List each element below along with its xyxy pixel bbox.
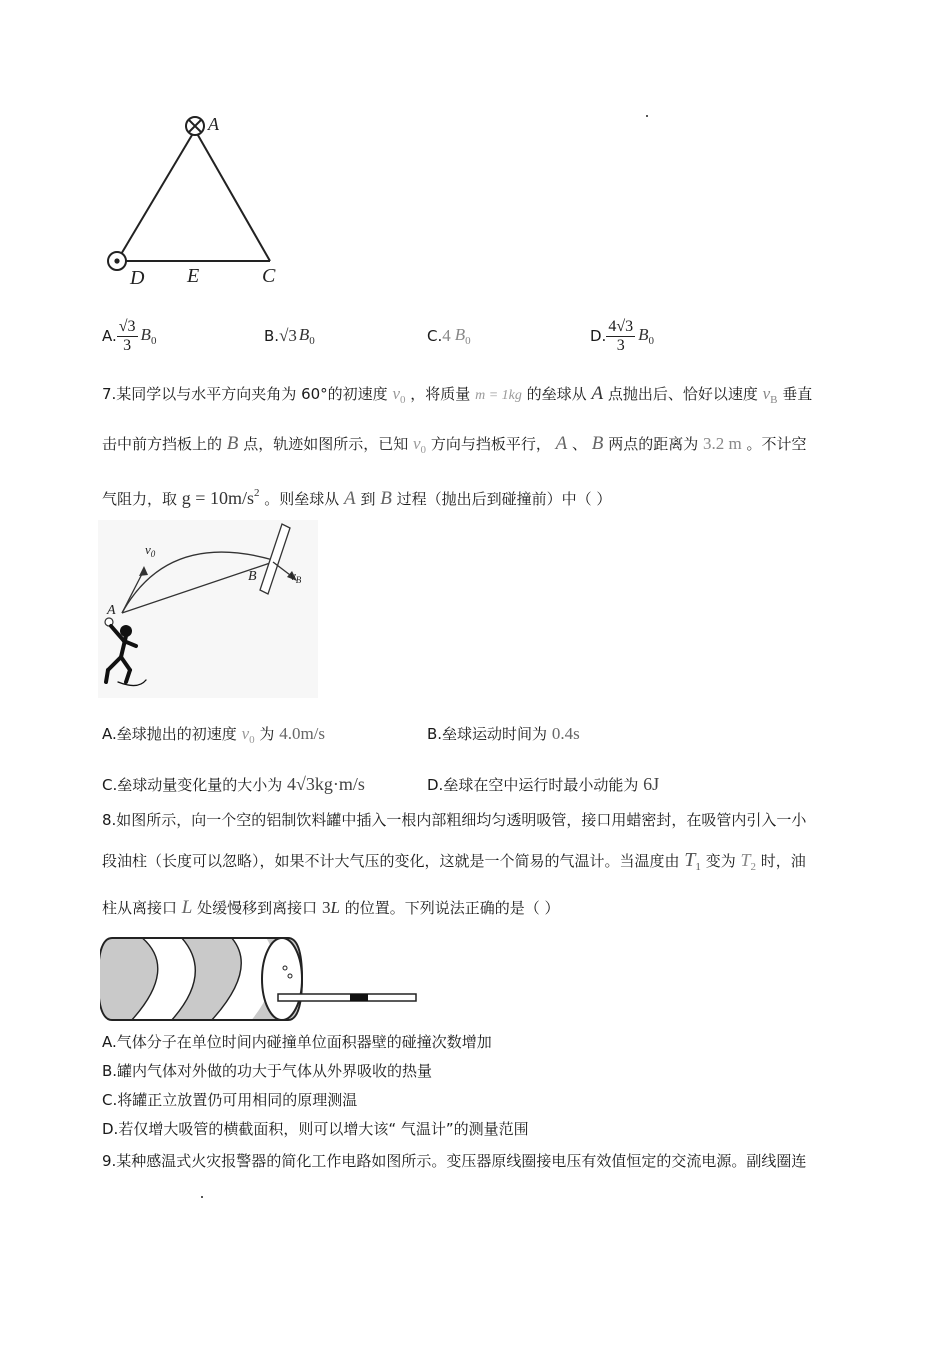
text: 时，油 [760, 852, 806, 870]
option-value: 4.0m/s [279, 724, 325, 743]
text: 的垒球从 [526, 385, 587, 403]
text: 段油柱（长度可以忽略），如果不计大气压的变化，这就是一个简易的气温计。当温度由 [102, 852, 680, 870]
q8-stem-line-3 [102, 898, 559, 918]
fraction-numerator: 4√3 [608, 317, 634, 335]
straw [278, 994, 416, 1001]
subscript: 0 [400, 394, 406, 406]
triangle-side-ac [195, 130, 270, 261]
mass-value: m = 1kg [475, 388, 522, 403]
text: 点抛出后、恰好以速度 [607, 385, 758, 403]
q8-option-a: A.气体分子在单位时间内碰撞单位面积器壁的碰撞次数增加 [102, 1033, 492, 1051]
q8-option-c: C.将罐正立放置仍可用相同的原理测温 [102, 1091, 358, 1109]
symbol-v: v [762, 384, 771, 403]
text: 8.如图所示，向一个空的铝制饮料罐中插入一根内部粗细均匀透明吸管，接口用蜡密封，在吸管内引入一小 [102, 811, 807, 829]
q8-stem-line-2 [102, 850, 806, 877]
point-a: A [591, 383, 604, 404]
q7-option-a [102, 724, 325, 750]
fraction [117, 318, 138, 355]
subscript: 1 [695, 861, 701, 873]
fig-b-label: B [248, 569, 257, 584]
can-thermometer-figure [100, 928, 420, 1028]
symbol-b: B [140, 325, 151, 344]
symbol-t: T [684, 849, 696, 871]
subscript: 0 [249, 734, 255, 746]
option-value: √3 [279, 326, 297, 345]
subscript: 0 [648, 335, 654, 347]
option-label: A. [102, 327, 117, 345]
stray-dot [201, 1196, 203, 1198]
gravity-value: g = 10m/s [181, 488, 254, 508]
label-a: A [208, 114, 219, 134]
q7-stem-line-1 [102, 384, 812, 410]
text: 到 [360, 490, 376, 508]
distance-value: 3.2 m [702, 434, 742, 453]
subscript: B [770, 394, 778, 406]
can-lid [262, 938, 302, 1020]
option-label: D. [590, 327, 607, 345]
point-b: B [226, 433, 239, 454]
text: 变为 [705, 852, 736, 870]
text: 。则垒球从 [264, 490, 340, 508]
point-b: B [591, 433, 604, 454]
symbol-l: L [330, 898, 340, 917]
q7-trajectory-figure [98, 520, 318, 698]
q7-stem-line-2 [102, 434, 807, 460]
point-a: A [555, 433, 568, 454]
fig-a-label: A [107, 603, 116, 618]
text: 垂直 [782, 385, 813, 403]
q8-option-b: B.罐内气体对外做的功大于气体从外界吸收的热量 [102, 1062, 433, 1080]
text: 点，轨迹如图所示，已知 [243, 435, 409, 453]
q7-stem-line-3 [102, 483, 611, 509]
fig-vb-label: $v_B$ [290, 568, 302, 585]
option-value: 0.4s [551, 724, 580, 743]
label-c: C [262, 265, 276, 287]
label-d: D [130, 267, 145, 289]
text: 7.某同学以与水平方向夹角为 60°的初速度 [102, 385, 388, 403]
point-a: A [344, 488, 356, 509]
text: 为 [259, 725, 275, 743]
option-value: 6J [643, 774, 660, 794]
option-value: 4√3kg·m/s [287, 774, 365, 794]
triangle-figure [100, 108, 290, 293]
fraction [606, 318, 635, 355]
text: D.垒球在空中运行时最小动能为 [427, 776, 639, 794]
coefficient: 3 [321, 898, 331, 917]
symbol-b: B [454, 325, 466, 344]
text: 击中前方挡板上的 [102, 435, 223, 453]
q8-option-d: D.若仅增大吸管的横截面积，则可以增大该“ 气温计”的测量范围 [102, 1120, 529, 1138]
text: 。不计空 [746, 435, 807, 453]
text: 气阻力，取 [102, 490, 178, 508]
point-b: B [380, 488, 392, 509]
text: 过程（抛出后到碰撞前）中（ ） [396, 490, 612, 508]
q8-stem-line-1 [102, 810, 806, 830]
option-label: C. [427, 327, 443, 345]
q9-stem-line-1: 9.某种感温式火灾报警器的简化工作电路如图所示。变压器原线圈接电压有效值恒定的交流电源。副线圈连 [102, 1152, 807, 1170]
q7-option-b [427, 724, 580, 744]
fraction-numerator: √3 [118, 317, 136, 335]
stray-dot [646, 115, 648, 117]
q6-option-c [427, 310, 471, 362]
label-e: E [187, 265, 200, 287]
text: 柱从离接口 [102, 899, 178, 917]
symbol-b: B [638, 325, 649, 344]
symbol-v: v [392, 384, 400, 403]
subscript: 0 [420, 444, 427, 456]
q6-option-d [590, 310, 654, 362]
fraction-denominator: 3 [616, 336, 625, 354]
text: 的位置。下列说法正确的是（ ） [344, 899, 560, 917]
symbol-v: v [412, 434, 421, 453]
current-out-of-page-icon [108, 252, 126, 270]
q7-option-d [427, 774, 659, 795]
text: 处缓慢移到离接口 [197, 899, 318, 917]
subscript: 0 [150, 335, 157, 347]
symbol-v: v [241, 724, 250, 743]
fig-v0-label: $v_0$ [145, 542, 156, 559]
text: A.垒球抛出的初速度 [102, 725, 237, 743]
option-value: 4 [442, 326, 451, 345]
text: 、 [572, 435, 588, 453]
text: ，将质量 [410, 385, 471, 403]
subscript: 2 [750, 861, 757, 873]
text: C.垒球动量变化量的大小为 [102, 776, 283, 794]
oil-column [350, 994, 368, 1001]
q6-option-b [264, 310, 315, 362]
text: 两点的距离为 [608, 435, 699, 453]
symbol-t: T [740, 850, 751, 870]
text: B.垒球运动时间为 [427, 725, 548, 743]
triangle-side-ad [117, 130, 195, 261]
current-into-page-icon [186, 117, 204, 135]
q6-option-a [102, 310, 156, 362]
symbol-b: B [298, 325, 310, 344]
symbol-l: L [181, 897, 193, 918]
option-label: B. [264, 327, 280, 345]
fraction-denominator: 3 [123, 336, 132, 354]
text: 方向与挡板平行， [430, 435, 551, 453]
q7-option-c [102, 774, 365, 795]
subscript: 0 [309, 335, 315, 347]
subscript: 0 [465, 335, 471, 347]
superscript: 2 [253, 487, 260, 499]
